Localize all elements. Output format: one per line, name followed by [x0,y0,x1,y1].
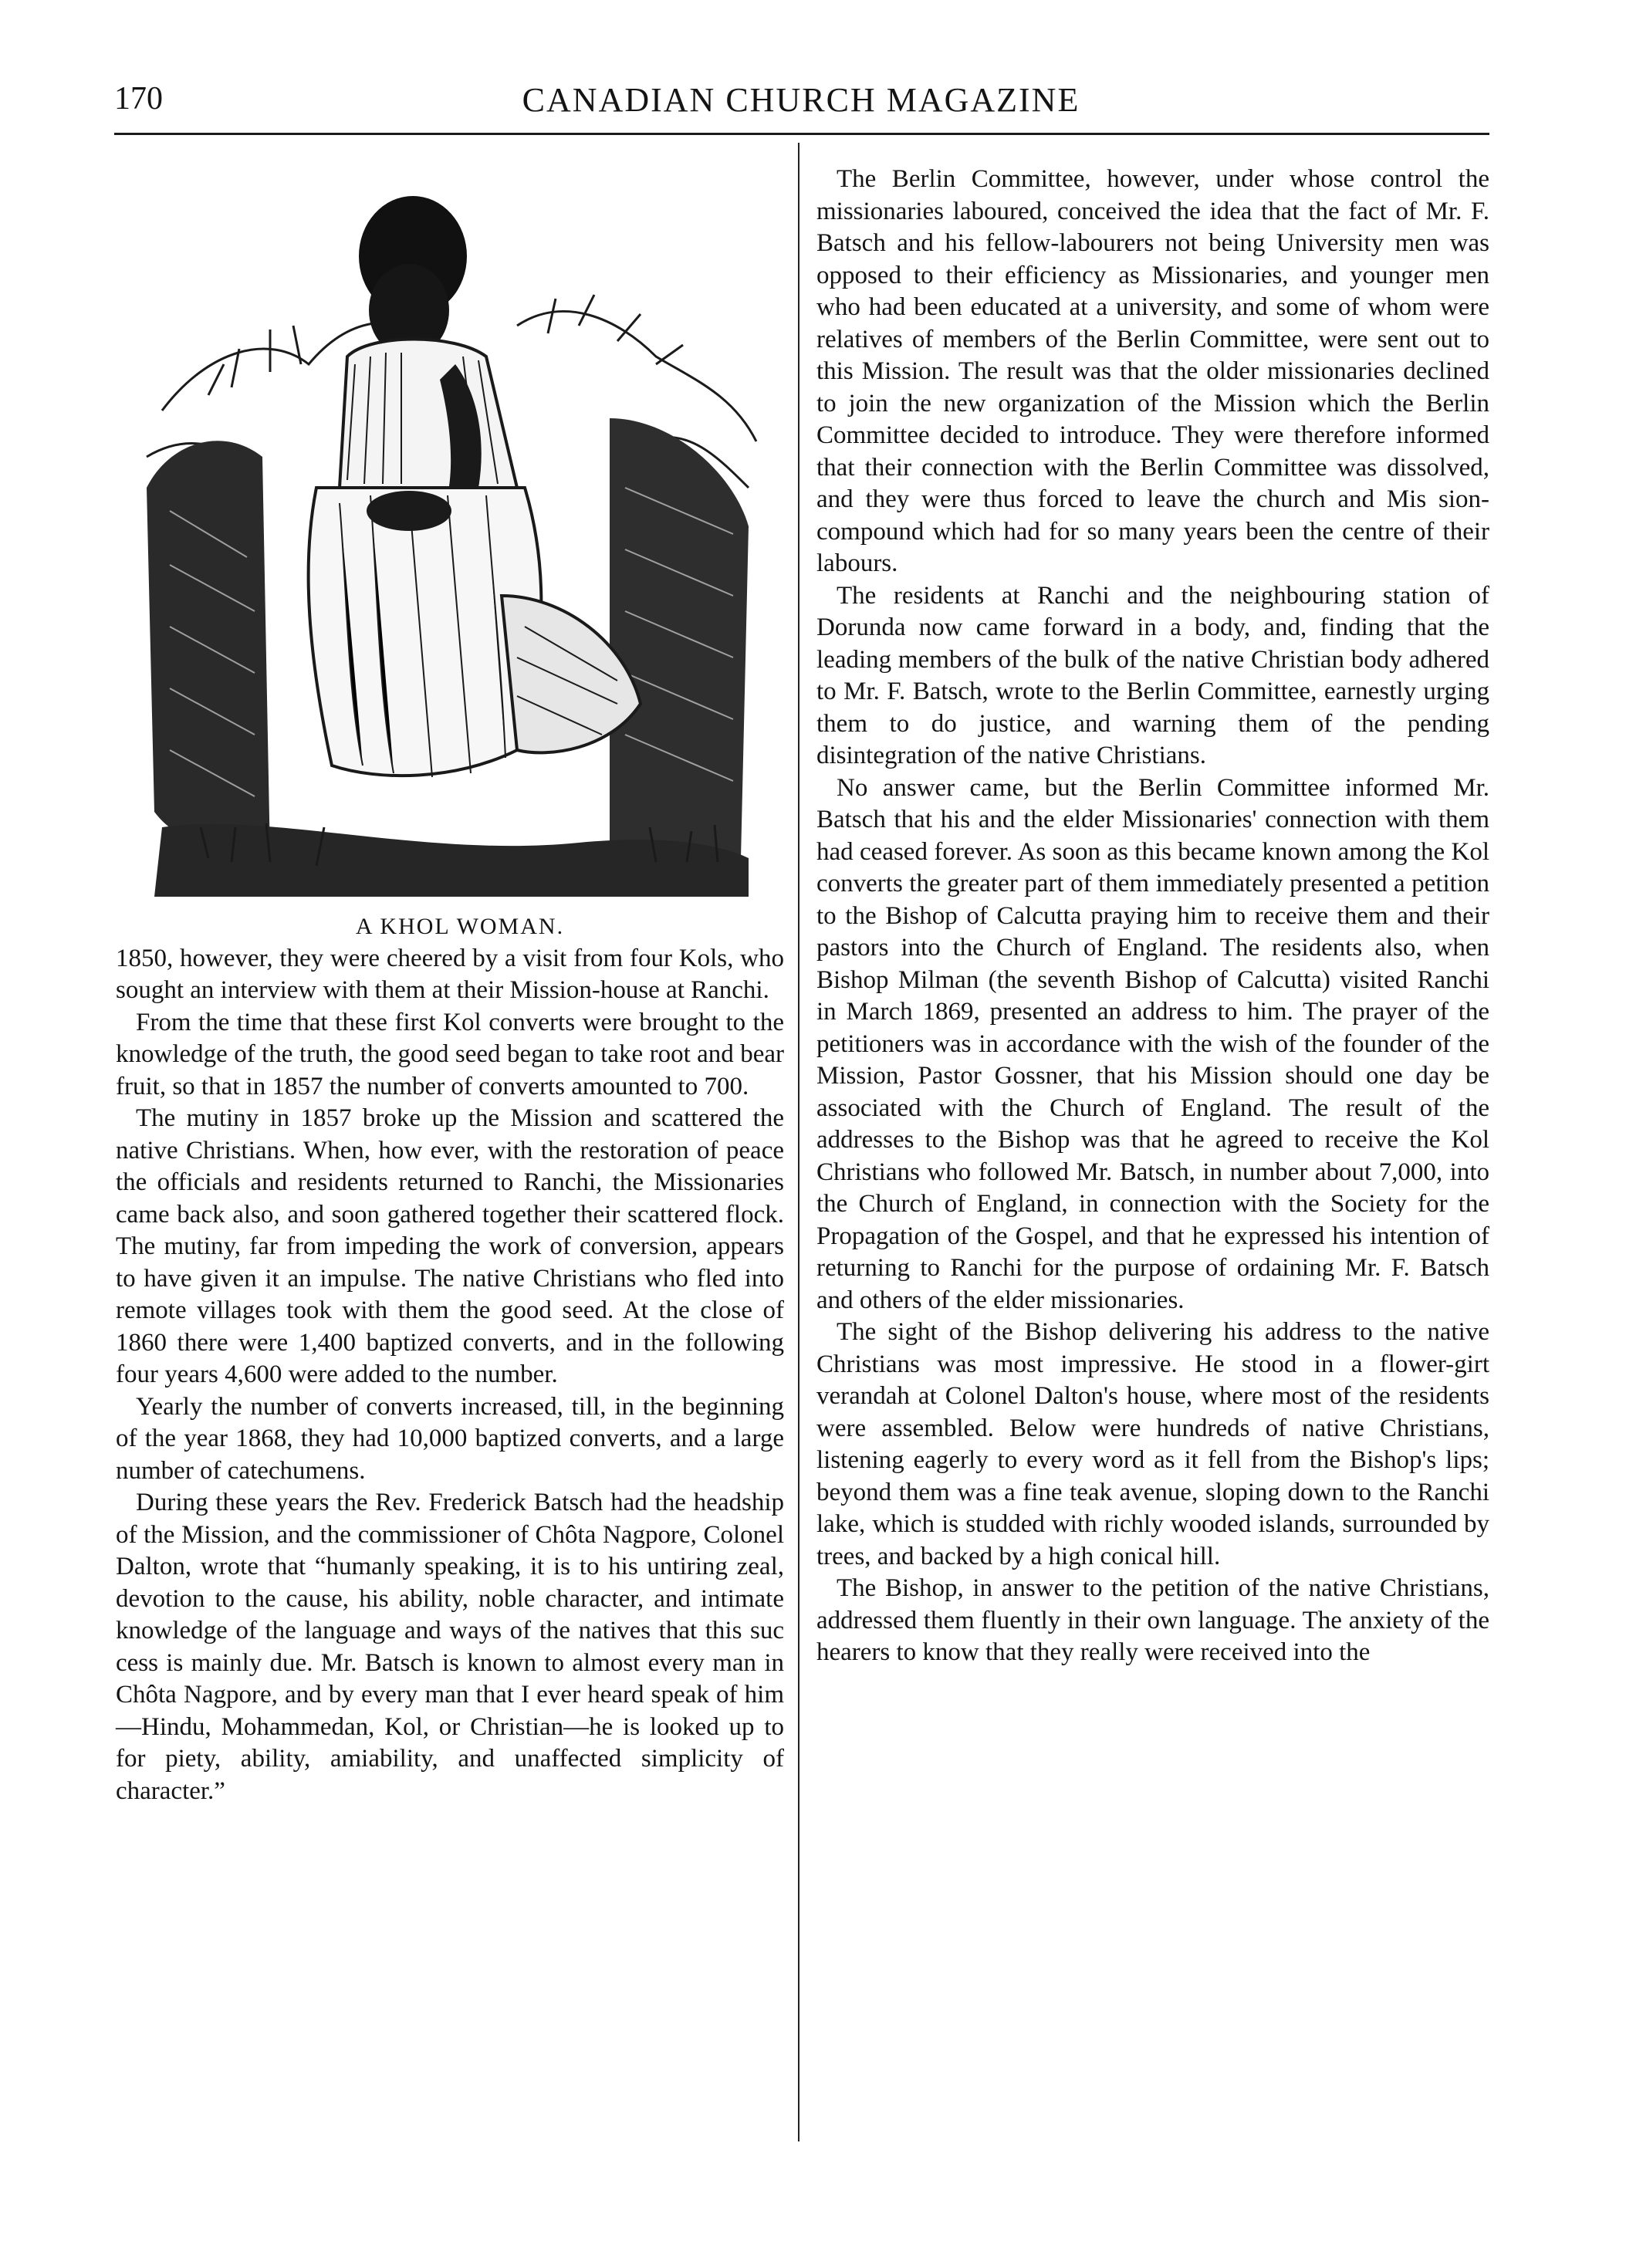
left-paragraph-1: 1850, however, they were cheered by a visit from four Kols, who sought an interview with them at their Mission-house at Ranchi. [116,944,784,1004]
page-header [114,80,1488,127]
figure-caption: A KHOL WOMAN. [355,914,565,939]
page-number: 170 [114,81,163,117]
khol-woman-engraving [116,164,784,904]
left-paragraph-4: Yearly the number of converts increased, till, in the beginning of the year 1868, they had 10,000 baptized converts, and a large number of catechumens. [116,1392,784,1485]
right-column [816,164,1489,1669]
header-rule [114,133,1489,135]
right-paragraph-1: The Berlin Committee, however, under whose control the missionaries laboured, conceived the idea that the fact of Mr. F. Batsch and his fellow-labourers not being University men was opposed to their efficiency as Missionaries, and younger men who had been educated at a university, and some of whom were relatives of members of the Berlin Committee, were sent out to this Mission. The result was that the older missionaries declined to join the new organization of the Mission which the Berlin Committee decided to introduce. They were therefore informed that their connection with the Berlin Committee was dissolved, and they were thus forced to leave the church and Mis sion-compound which had for so many years been the centre of their labours. [816,165,1489,577]
left-paragraph-5: During these years the Rev. Frederick Batsch had the headship of the Mission, and the commissioner of Chôta Nagpore, Colonel Dalton, wrote that “humanly speaking, it is to his untiring zeal, devotion to the cause, his ability, noble character, and intimate knowledge of the language and ways of the natives that this suc cess is mainly due. Mr. Batsch is known to almost every man in Chôta Nagpore, and by every man that I ever heard speak of him—Hindu, Mohammedan, Kol, or Christian—he is looked up to for piety, ability, amiability, and unaffected simplicity of character.” [116,1489,784,1805]
right-paragraph-4: The sight of the Bishop delivering his address to the native Christians was most impressive. He stood in a flower-girt verandah at Colonel Dalton's house, where most of the residents were assembled. Below were hundreds of native Christians, listening eagerly to every word as it fell from the Bishop's lips; beyond them was a fine teak avenue, sloping down to the Ranchi lake, which is studded with richly wooded islands, surrounded by trees, and backed by a high conical hill. [816,1318,1489,1570]
left-paragraph-3: The mutiny in 1857 broke up the Mission and scattered the native Christians. When, how ever, with the restoration of peace the officials and residents returned to Ranchi, the Missionaries came back also, and soon gathered together their scattered flock. The mutiny, far from impeding the work of conversion, appears to have given it an impulse. The native Christians who fled into remote villages took with them the good seed. At the close of 1860 there were 1,400 baptized converts, and in the following four years 4,600 were added to the number. [116,1104,784,1388]
left-column [116,164,784,1807]
running-title: CANADIAN CHURCH MAGAZINE [522,81,1080,119]
left-paragraph-2: From the time that these first Kol converts were brought to the knowledge of the truth, the good seed began to take root and bear fruit, so that in 1857 the number of converts amounted to 700. [116,1008,784,1100]
right-paragraph-5: The Bishop, in answer to the petition of the native Christians, addressed them fluently in their own language. The anxiety of the hearers to know that they really were received into the [816,1574,1489,1666]
right-paragraph-2: The residents at Ranchi and the neighbouring station of Dorunda now came forward in a body, and, finding that the leading members of the bulk of the native Christian body adhered to Mr. F. Batsch, wrote to the Berlin Committee, earnestly urging them to do justice, and warning them of the pending disintegration of the native Christians. [816,581,1489,769]
right-paragraph-3: No answer came, but the Berlin Committee informed Mr. Batsch that his and the elder Missionaries' connection with them had ceased forever. As soon as this became known among the Kol converts the greater part of them immediately presented a petition to the Bishop of Calcutta praying him to receive them and their pastors into the Church of England. The residents also, when Bishop Milman (the seventh Bishop of Calcutta) visited Ranchi in March 1869, presented an address to him. The prayer of the petitioners was in accordance with the wish of the founder of the Mission, Pastor Gossner, that his Mission should one day be associated with the Church of England. The result of the addresses to the Bishop was that he agreed to receive the Kol Christians who followed Mr. Batsch, in number about 7,000, into the Church of England, in connection with the Society for the Propagation of the Gospel, and that he expressed his intention of returning to Ranchi for the purpose of ordaining Mr. F. Batsch and others of the elder missionaries. [816,773,1489,1314]
column-divider [798,143,799,2141]
engraving-illustration [116,164,784,904]
